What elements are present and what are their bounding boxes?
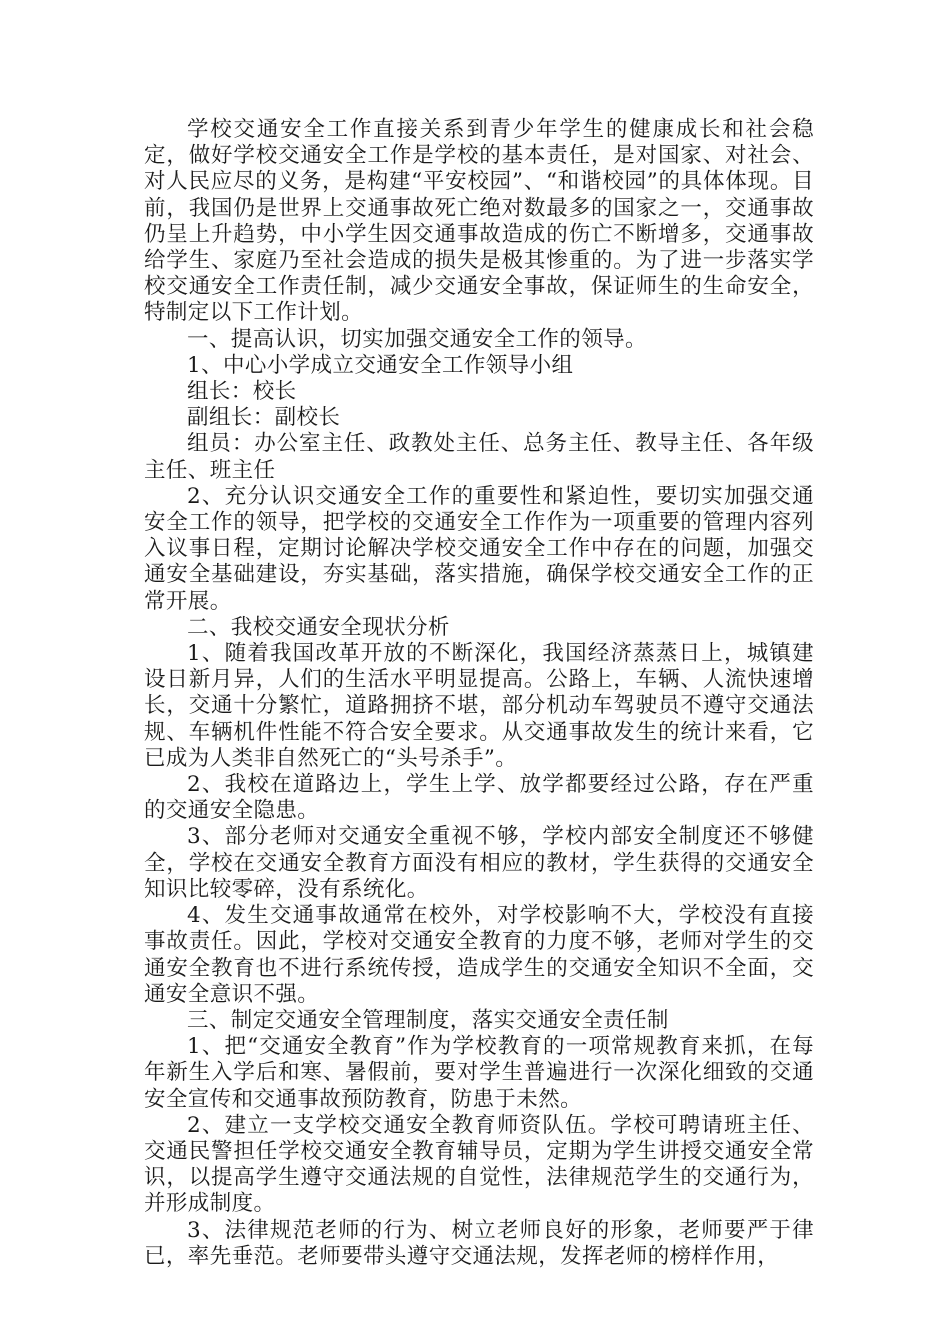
list-item: 组长：校长 (187, 379, 297, 405)
list-item: 1、中心小学成立交通安全工作领导小组 (187, 352, 574, 378)
list-item: 1、随着我国改革开放的不断深化，我国经济蒸蒸日上，城镇建设日新月异，人们的生活水平明显提高。公路上，车辆、人流快速增长，交通十分繁忙，道路拥挤不堪，部分机动车驾驶员不遵守交通法规、车辆机件性能不符合安全要求。从交通事故发生的统计来看，它已成为人类非自然死亡的“头号杀手”。 (144, 641, 814, 771)
list-item: 副组长：副校长 (187, 405, 341, 431)
list-item: 3、法律规范老师的行为、树立老师良好的形象，老师要严于律已，率先垂范。老师要带头遵守交通法规，发挥老师的榜样作用， (144, 1217, 814, 1269)
list-item: 4、发生交通事故通常在校外，对学校影响不大，学校没有直接事故责任。因此，学校对交通安全教育的力度不够，老师对学生的交通安全教育也不进行系统传授，造成学生的交通安全知识不全面，交通安全意识不强。 (144, 903, 814, 1007)
section-heading-2: 二、我校交通安全现状分析 (187, 614, 450, 640)
list-item: 2、充分认识交通安全工作的重要性和紧迫性，要切实加强交通安全工作的领导，把学校的交通安全工作作为一项重要的管理内容列入议事日程，定期讨论解决学校交通安全工作中存在的问题，加强交通安全基础建设，夯实基础，落实措施，确保学校交通安全工作的正常开展。 (144, 483, 814, 614)
list-item: 2、建立一支学校交通安全教育师资队伍。学校可聘请班主任、交通民警担任学校交通安全教育辅导员，定期为学生讲授交通安全常识，以提高学生遵守交通法规的自觉性，法律规范学生的交通行为，并形成制度。 (144, 1112, 814, 1217)
section-heading-1: 一、提高认识，切实加强交通安全工作的领导。 (187, 326, 647, 352)
list-item: 组员：办公室主任、政教处主任、总务主任、教导主任、各年级主任、班主任 (144, 431, 814, 483)
list-item: 2、我校在道路边上，学生上学、放学都要经过公路，存在严重的交通安全隐患。 (144, 772, 814, 824)
section-heading-3: 三、制定交通安全管理制度，落实交通安全责任制 (187, 1007, 669, 1033)
list-item: 3、部分老师对交通安全重视不够，学校内部安全制度还不够健全，学校在交通安全教育方面没有相应的教材，学生获得的交通安全知识比较零碎，没有系统化。 (144, 824, 814, 902)
list-item: 1、把“交通安全教育”作为学校教育的一项常规教育来抓，在每年新生入学后和寒、暑假前，要对学生普遍进行一次深化细致的交通安全宣传和交通事故预防教育，防患于未然。 (144, 1034, 814, 1112)
intro-paragraph: 学校交通安全工作直接关系到青少年学生的健康成长和社会稳定，做好学校交通安全工作是学校的基本责任，是对国家、对社会、对人民应尽的义务，是构建“平安校园”、“和谐校园”的具体体现。目前，我国仍是世界上交通事故死亡绝对数最多的国家之一，交通事故仍呈上升趋势，中小学生因交通事故造成的伤亡不断增多，交通事故给学生、家庭乃至社会造成的损失是极其惨重的。为了进一步落实学校交通安全工作责任制，减少交通安全事故，保证师生的生命安全，特制定以下工作计划。 (144, 117, 814, 326)
document-body (144, 117, 814, 1270)
